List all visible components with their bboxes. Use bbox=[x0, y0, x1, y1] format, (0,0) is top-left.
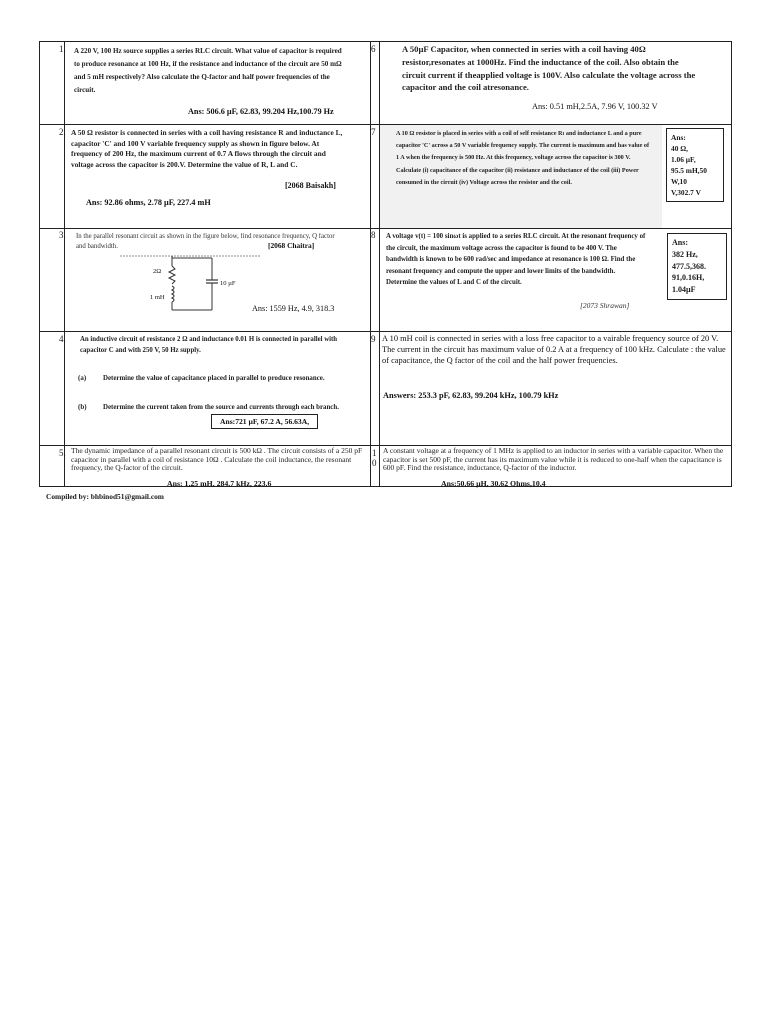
problem-text: An inductive circuit of resistance 2 Ω and inductance 0.01 H is connected in parallel with capacitor C and with 250 V, 50 Hz supply. bbox=[80, 336, 338, 354]
problem-text: In the parallel resonant circuit as shown in the figure below, find resonance frequency, Q factor and bandwidth. bbox=[76, 233, 335, 250]
part-label: (a) bbox=[78, 374, 87, 382]
answer-line: 95.5 mH,50 bbox=[671, 166, 707, 175]
answer-box bbox=[666, 128, 724, 202]
resistor-label: 2Ω bbox=[153, 268, 162, 275]
problem-number: 2. bbox=[59, 127, 66, 137]
problem-text: A 50 Ω resistor is connected in series with a coil having resistance R and inductance L, capacitor 'C' and 100 V variable frequency supply as shown in figure below. At frequency of 200 Hz, the maximum current of 0.7 A flows through the circuit and voltage across the capacitor is 200.V. Determine the value of R, L and C. bbox=[71, 128, 343, 169]
part-text: Determine the value of capacitance placed in parallel to produce resonance. bbox=[103, 375, 325, 382]
part-label: (b) bbox=[78, 403, 87, 411]
answer: Ans: 1.25 mH, 284.7 kHz, 223.6 bbox=[167, 479, 272, 488]
answer-line: V,302.7 V bbox=[671, 188, 701, 197]
answer-line: 477.5,368. bbox=[672, 261, 706, 271]
footer-credit: Compiled by: bhbinod51@gmail.com bbox=[46, 492, 164, 501]
problem-number: 8 bbox=[371, 230, 376, 240]
problem-number: 1 bbox=[372, 448, 377, 458]
problem-text: A 220 V, 100 Hz source supplies a series RLC circuit. What value of capacitor is required to produce resonance at 100 Hz, if the resistance and inductance of the circuit are 50 mΩ and 5 mH respectively? Also calculate the Q-factor and half power frequencies of the circuit. bbox=[74, 47, 342, 94]
problem-number: 6 bbox=[371, 44, 376, 54]
answer: Answers: 253.3 pF, 62.83, 99.204 kHz, 100.79 kHz bbox=[383, 391, 559, 400]
answer-line: Ans: bbox=[672, 238, 689, 247]
answer-line: 91,0.16H, bbox=[672, 273, 705, 283]
problem-number: 0 bbox=[372, 458, 377, 468]
answer-line: 382 Hz, bbox=[672, 249, 698, 259]
problem-text: A 10 mH coil is connected in series with a loss free capacitor to a vairable frequency source of 20 V. The current in the circuit has maximum value of 0.2 A at a frequency of 100 kHz. Calculate : the value of capacitance, the Q factor of the coil and the half power frequencies. bbox=[382, 334, 726, 365]
problem-text: A constant voltage at a frequency of 1 MHz is applied to an inductor in series with a variable capacitor. When the capacitor is set 500 pF, the current has its maximum value while it is reduced to one-half when the capacitance is 600 pF. Find the resistance, inductance, Q-factor of the inductor. bbox=[383, 446, 724, 473]
problem-text: A 50µF Capacitor, when connected in series with a coil having 40Ω resistor,resonates at 1000Hz. Find the inductance of the coil. Also obtain the circuit current if theapplied voltage is 100V. Also calculate the voltage across the capacitor and the coil atresonance. bbox=[402, 44, 696, 93]
source-tag: [2068 Baisakh] bbox=[285, 181, 336, 190]
answer-box: Ans:721 µF, 67.2 A, 56.63A, bbox=[211, 414, 318, 429]
source-tag: [2073 Shrawan] bbox=[580, 301, 630, 310]
column-divider bbox=[64, 42, 65, 486]
column-divider bbox=[379, 42, 380, 486]
problem-table bbox=[39, 41, 732, 487]
answer: Ans: 0.51 mH,2.5A, 7.96 V, 100.32 V bbox=[532, 102, 658, 111]
problem-number: 5. bbox=[59, 448, 66, 458]
problem-number: 9 bbox=[371, 334, 376, 344]
row-divider bbox=[40, 331, 731, 332]
problem-number: 4. bbox=[59, 334, 66, 344]
capacitor-label: 10 µF bbox=[220, 280, 236, 287]
answer-line: 1.06 µF, bbox=[671, 155, 696, 164]
inductor-label: 1 mH bbox=[150, 294, 165, 301]
problem-number: 3. bbox=[59, 230, 66, 240]
answer-line: 1.04µF bbox=[672, 285, 696, 295]
answer-line: Ans: bbox=[671, 133, 686, 142]
answer: Ans: 1559 Hz, 4.9, 318.3 bbox=[252, 304, 335, 313]
problem-text: A 10 Ω resistor is placed in series with a coil of self resistance Rₗ and inductance L and a pure capacitor 'C' across a 50 V variable frequency supply. The current is maximum and has value of 1 A when the frequency is 500 Hz. At this frequency, voltage across the capacitor is 300 V. Calculate (i) capacitance of the capacitor (ii) resistance and inductance of the coil (iii) Power consumed in the circuit (iv) Voltage across the resistor and the coil. bbox=[396, 130, 650, 186]
answer-box bbox=[667, 233, 727, 300]
parallel-circuit-diagram bbox=[120, 252, 260, 314]
answer-line: 40 Ω, bbox=[671, 144, 689, 153]
answer: Ans: 506.6 µF, 62.83, 99.204 Hz,100.79 Hz bbox=[188, 107, 334, 116]
problem-number: 7 bbox=[371, 127, 376, 137]
part-text: Determine the current taken from the source and currents through each branch. bbox=[103, 404, 339, 411]
source-tag: [2068 Chaitra] bbox=[268, 241, 315, 250]
problem-text: The dynamic impedance of a parallel resonant circuit is 500 kΩ . The circuit consists of a 250 pF capacitor in parallel with a coil of resistance 10Ω . Calculate the coil inductance, the resonant frequency, the Q-factor of the circuit. bbox=[71, 446, 363, 473]
problem-text: A voltage v(t) = 100 sinωt is applied to a series RLC circuit. At the resonant frequency of the circuit, the maximum voltage across the capacitor is found to be 400 V. The bandwidth is known to be 600 rad/sec and impedance at resonance is 100 Ω. Find the resonant frequency and compute the upper and lower limits of the bandwidth. Determine the values of L and C of the circuit. bbox=[386, 233, 646, 287]
column-divider bbox=[370, 42, 371, 486]
answer-line: W,10 bbox=[671, 177, 687, 186]
answer: Ans:50.66 µH, 30.62 Ohms,10.4 bbox=[441, 479, 546, 488]
answer: Ans: 92.86 ohms, 2.78 µF, 227.4 mH bbox=[86, 198, 211, 207]
row-divider bbox=[40, 228, 731, 229]
problem-number: 1. bbox=[59, 44, 66, 54]
